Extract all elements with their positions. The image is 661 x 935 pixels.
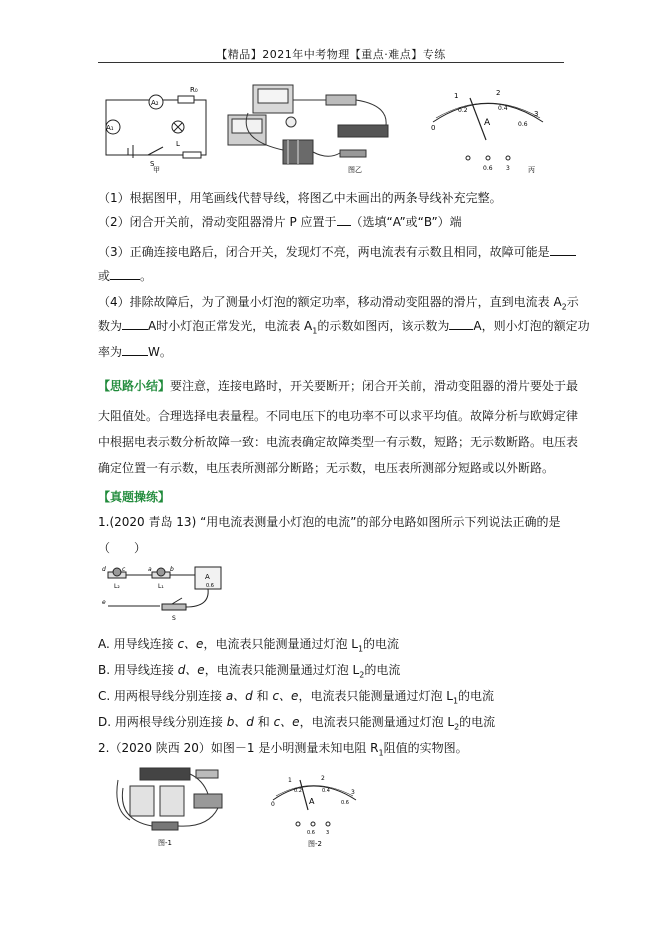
summary-line-2: 大阻值处。合理选择电表量程。不同电压下的电功率不可以求平均值。故障分析与欧姆定律 bbox=[98, 409, 579, 423]
question-1: （1）根据图甲，用笔画线代替导线，将图乙中未画出的两条导线补充完整。 bbox=[98, 191, 502, 205]
answer-blank-q4-1[interactable] bbox=[122, 318, 148, 330]
meter-scale-06: 0.6 bbox=[518, 121, 528, 128]
question-4-text-c2: W。 bbox=[148, 345, 172, 359]
answer-blank-q4-2[interactable] bbox=[449, 318, 473, 330]
fig2-letter: A bbox=[309, 797, 315, 806]
apparatus-yi bbox=[228, 85, 388, 164]
option-b-letters: d、e bbox=[173, 663, 205, 677]
answer-blank-q3-2[interactable] bbox=[110, 268, 140, 280]
a1-subscript: 1 bbox=[312, 326, 318, 336]
question-4-text-c1: 率为 bbox=[98, 345, 123, 359]
meter-scale-3: 3 bbox=[534, 110, 539, 118]
option-c-letters-2: c、e bbox=[268, 689, 299, 703]
question-4-text-a-end: 示 bbox=[566, 295, 579, 309]
q1-fig-A: A bbox=[205, 573, 210, 581]
practice-label: 【真题操练】 bbox=[98, 490, 171, 504]
q1-fig-L2: L₂ bbox=[114, 583, 120, 590]
question-3-text-a: （3）正确连接电路后，闭合开关，发现灯不亮，两电流表有示数且相同，故障可能是 bbox=[98, 245, 550, 259]
option-b[interactable] bbox=[98, 662, 400, 683]
question-3-text-b: 或 bbox=[98, 269, 111, 283]
a2-label: A₂ bbox=[151, 99, 159, 107]
option-b-text-2: ，电流表只能测量通过灯泡 L bbox=[204, 663, 360, 677]
answer-blank-q3-1[interactable] bbox=[550, 244, 576, 256]
figure-q2 bbox=[108, 760, 378, 850]
option-a-text-2: ，电流表只能测量通过灯泡 L bbox=[203, 637, 358, 651]
meter-bing bbox=[433, 98, 543, 160]
option-d-text-3: ，电流表只能测量通过灯泡 L bbox=[299, 715, 455, 729]
q1-fig-e: e bbox=[102, 599, 106, 606]
practice-q2-text: 2.（2020 陕西 20）如图－1 是小明测量未知电阻 R bbox=[98, 741, 379, 755]
fig2-terminal-06: 0.6 bbox=[307, 830, 315, 836]
r0-label: R₀ bbox=[190, 86, 198, 94]
meter-scale-2: 2 bbox=[496, 89, 501, 97]
answer-blank-q4-3[interactable] bbox=[122, 344, 148, 356]
q1-fig-a: a bbox=[148, 566, 152, 573]
meter-scale-1: 1 bbox=[454, 92, 459, 100]
option-d-text-4: 的电流 bbox=[459, 715, 496, 729]
question-4-line2 bbox=[98, 318, 590, 339]
q1-fig-S: S bbox=[172, 615, 176, 622]
question-3-text-c: 。 bbox=[140, 269, 153, 283]
option-c-sub: 1 bbox=[452, 696, 459, 706]
practice-q1-paren: （ ） bbox=[98, 541, 147, 555]
meter-scale-02: 0.2 bbox=[458, 107, 468, 114]
switch-label: S bbox=[150, 160, 155, 168]
terminal-3: 3 bbox=[506, 165, 510, 172]
option-a-text-3: 的电流 bbox=[363, 637, 400, 651]
summary-line-3: 中根据电表示数分析故障一致：电流表确定故障类型一有示数，短路；无示数断路。电压表 bbox=[98, 435, 579, 449]
option-d[interactable] bbox=[98, 714, 495, 735]
option-c-text-3: ，电流表只能测量通过灯泡 L bbox=[298, 689, 453, 703]
option-d-letters-1: b、d bbox=[222, 715, 254, 729]
figure-top-circuit bbox=[98, 80, 568, 175]
question-2-text-a: （2）闭合开关前，滑动变阻器滑片 P 应置于 bbox=[98, 215, 337, 229]
option-c[interactable] bbox=[98, 688, 494, 709]
question-4-text-b1: 数为 bbox=[98, 319, 123, 333]
option-d-letters-2: c、e bbox=[269, 715, 300, 729]
option-c-text-2: 和 bbox=[252, 689, 269, 703]
option-b-text-3: 的电流 bbox=[364, 663, 401, 677]
q1-fig-b: b bbox=[170, 566, 174, 573]
summary-line-4: 确定位置一有示数，电压表所测部分断路；无示数，电压表所测部分短路或以外断路。 bbox=[98, 461, 555, 475]
q1-fig-scale: 0.6 bbox=[206, 583, 214, 589]
fig-caption-1: 图-1 bbox=[158, 839, 172, 847]
option-a[interactable] bbox=[98, 636, 399, 657]
lamp-label: L bbox=[176, 140, 180, 148]
fig2-scale-02: 0.2 bbox=[294, 788, 302, 794]
question-2-text-b: （选填“A”或“B”）端 bbox=[350, 215, 462, 229]
meter-scale-04: 0.4 bbox=[498, 105, 508, 112]
question-4 bbox=[98, 294, 579, 315]
option-d-text-2: 和 bbox=[253, 715, 270, 729]
summary-line-1 bbox=[98, 378, 578, 394]
fig-caption-2: 图-2 bbox=[308, 840, 322, 848]
option-c-letters-1: a、d bbox=[222, 689, 253, 703]
header-divider bbox=[98, 62, 564, 63]
question-3-cont bbox=[98, 268, 152, 284]
fig2-terminal-3: 3 bbox=[326, 830, 330, 836]
option-a-text-1: A. 用导线连接 bbox=[98, 637, 174, 651]
fig2-scale-2: 2 bbox=[321, 775, 325, 782]
option-a-sub: 1 bbox=[357, 644, 364, 654]
option-c-text-4: 的电流 bbox=[458, 689, 495, 703]
meter-letter: A bbox=[484, 118, 491, 128]
figure-q1-circuit bbox=[100, 562, 230, 622]
practice-q2-sub: 1 bbox=[378, 748, 384, 758]
option-b-sub: 2 bbox=[359, 670, 365, 680]
option-d-sub: 2 bbox=[454, 722, 460, 732]
fig2-scale-04: 0.4 bbox=[322, 788, 330, 794]
q1-fig-L1: L₁ bbox=[158, 583, 164, 590]
practice-q2-end: 阻值的实物图。 bbox=[383, 741, 468, 755]
label-bing: 丙 bbox=[528, 166, 535, 174]
fig2-scale-3: 3 bbox=[351, 789, 355, 796]
question-2 bbox=[98, 214, 462, 230]
a1-label: A₁ bbox=[106, 124, 114, 132]
summary-label: 【思路小结】 bbox=[98, 379, 171, 393]
question-4-text-b4: A，则小灯泡的额定功 bbox=[473, 319, 590, 333]
meter-scale-0: 0 bbox=[431, 124, 436, 132]
question-4-text-b2: A时小灯泡正常发光，电流表 A bbox=[148, 319, 313, 333]
question-4-line3 bbox=[98, 344, 172, 360]
practice-q1: 1.(2020 青岛 13) “用电流表测量小灯泡的电流”的部分电路如图所示下列说法正确的是 bbox=[98, 515, 561, 529]
summary-text-1: 要注意，连接电路时，开关要断开；闭合开关前，滑动变阻器的滑片要处于最 bbox=[170, 379, 579, 393]
label-yi: 图乙 bbox=[348, 166, 362, 174]
option-b-text-1: B. 用导线连接 bbox=[98, 663, 174, 677]
fig2-scale-0: 0 bbox=[271, 801, 275, 808]
option-a-letters: c、e bbox=[173, 637, 204, 651]
a2-subscript: 2 bbox=[561, 302, 567, 312]
label-jia: 甲 bbox=[153, 166, 160, 174]
answer-blank-q2[interactable] bbox=[337, 214, 351, 226]
option-c-text-1: C. 用两根导线分别连接 bbox=[98, 689, 223, 703]
q1-fig-c: c bbox=[122, 566, 126, 573]
question-3 bbox=[98, 244, 576, 260]
question-4-text-b3: 的示数如图丙，该示数为 bbox=[317, 319, 450, 333]
q1-fig-d: d bbox=[102, 566, 106, 573]
fig2-scale-1: 1 bbox=[288, 777, 292, 784]
fig2-scale-06: 0.6 bbox=[341, 800, 349, 806]
question-4-text-a: （4）排除故障后，为了测量小灯泡的额定功率，移动滑动变阻器的滑片，直到电流表 A bbox=[98, 295, 562, 309]
practice-q2 bbox=[98, 740, 468, 761]
page-header: 【精品】2021年中考物理【重点·难点】专练 bbox=[216, 48, 446, 61]
q2-fig1-apparatus bbox=[117, 768, 222, 830]
option-d-text-1: D. 用两根导线分别连接 bbox=[98, 715, 223, 729]
terminal-06: 0.6 bbox=[483, 165, 493, 172]
